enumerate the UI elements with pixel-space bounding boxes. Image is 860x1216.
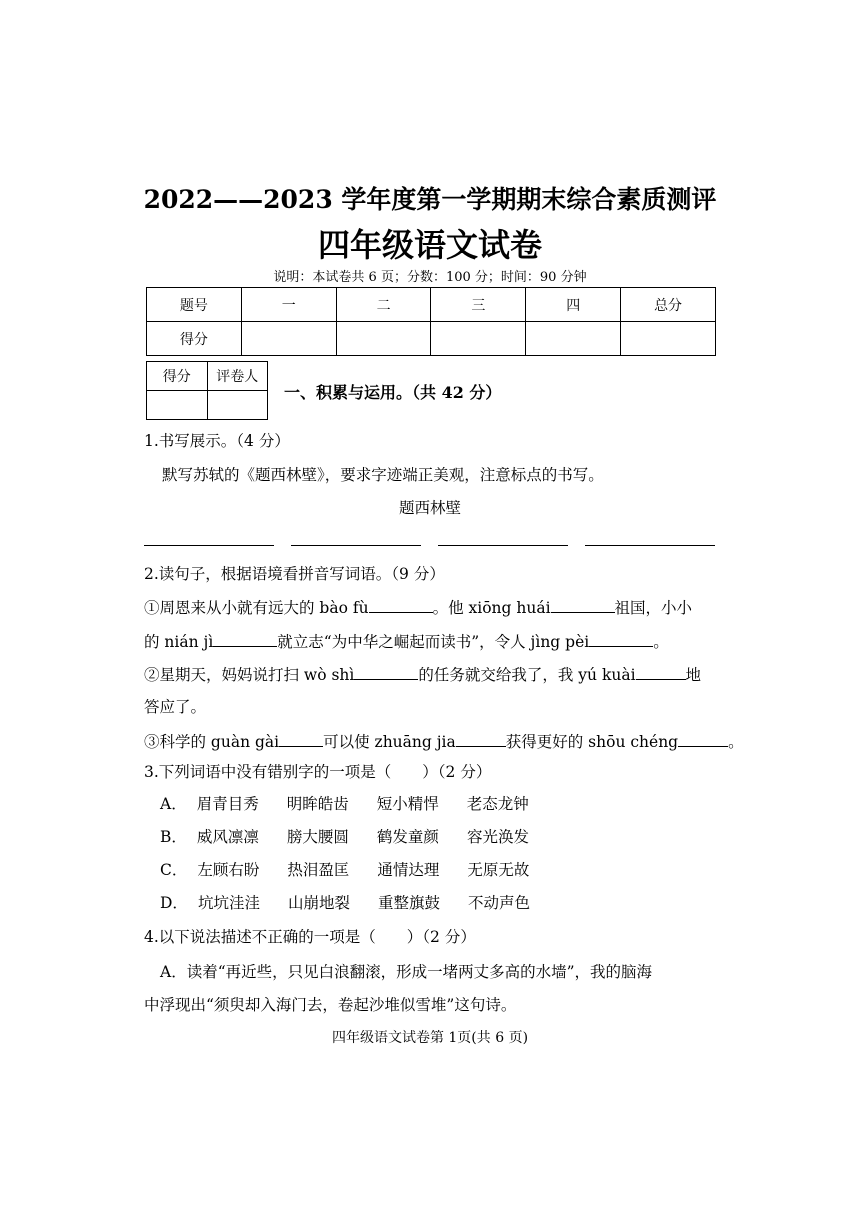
score-cell[interactable] <box>336 322 431 356</box>
answer-blank[interactable] <box>551 597 615 613</box>
option-word: 老态龙钟 <box>466 795 529 813</box>
q2-sentence-2 <box>144 664 701 685</box>
q3-option-b[interactable] <box>160 827 557 847</box>
option-word: 鹤发童颜 <box>376 828 439 846</box>
score-table-score-row <box>147 322 716 356</box>
q1-title: 1.书写展示。（4 分） <box>144 432 290 450</box>
poem-answer-line-4[interactable] <box>585 545 715 546</box>
q2-text: ②星期天，妈妈说打扫 wò shì <box>144 666 355 684</box>
exam-note: 说明：本试卷共 6 页；分数：100 分；时间：90 分钟 <box>273 270 587 285</box>
exam-title: 2022——2023 学年度第一学期期末综合素质测评 <box>143 185 717 214</box>
q4-option-a-line-2: 中浮现出“须臾却入海门去，卷起沙堆似雪堆”这句诗。 <box>144 996 517 1014</box>
q2-sentence-2-cont: 答应了。 <box>144 698 207 716</box>
answer-blank[interactable] <box>354 664 418 680</box>
score-table-header-row <box>147 288 716 322</box>
score-row-label: 得分 <box>147 322 242 356</box>
score-header-cell: 总分 <box>621 288 716 322</box>
grader-score-label: 得分 <box>147 362 208 391</box>
option-label: B． <box>160 828 187 846</box>
score-cell[interactable] <box>526 322 621 356</box>
answer-blank[interactable] <box>636 664 686 680</box>
q3-option-d[interactable] <box>160 893 558 913</box>
poem-title: 题西林壁 <box>398 499 461 517</box>
section-1-title: 一、积累与运用。（共 42 分） <box>284 383 502 402</box>
score-cell[interactable] <box>241 322 336 356</box>
grader-name-cell[interactable] <box>207 391 268 420</box>
answer-blank[interactable] <box>213 631 277 647</box>
answer-blank[interactable] <box>678 731 728 747</box>
q2-sentence-1 <box>144 597 692 618</box>
q3-option-c[interactable] <box>160 860 557 880</box>
q1-instruction: 默写苏轼的《题西林壁》，要求字迹端正美观，注意标点的书写。 <box>162 466 604 484</box>
option-word: 不动声色 <box>467 894 530 912</box>
exam-subtitle: 四年级语文试卷 <box>317 226 542 264</box>
q2-text: 就立志“为中华之崛起而读书”，令人 jìng pèi <box>277 633 590 651</box>
q2-text: 地 <box>685 666 702 684</box>
option-word: 威风凛凛 <box>196 828 259 846</box>
q2-text: 的任务就交给我了，我 yú kuài <box>418 666 636 684</box>
q4-option-a-line-1[interactable]: A．读着“再近些，只见白浪翻滚，形成一堵两丈多高的水墙”，我的脑海 <box>160 963 653 981</box>
q2-text: 。他 xiōng huái <box>432 599 551 617</box>
option-word: 明眸皓齿 <box>286 795 349 813</box>
option-word: 眉青目秀 <box>196 795 259 813</box>
grader-name-label: 评卷人 <box>207 362 268 391</box>
q3-title: 3.下列词语中没有错别字的一项是（ ）（2 分） <box>144 763 492 781</box>
poem-answer-line-1[interactable] <box>144 545 274 546</box>
grader-score-cell[interactable] <box>147 391 208 420</box>
score-header-cell: 二 <box>336 288 431 322</box>
q2-text: 。 <box>653 633 669 651</box>
answer-blank[interactable] <box>369 597 433 613</box>
score-cell[interactable] <box>621 322 716 356</box>
q2-text: ③科学的 guàn gài <box>144 733 280 751</box>
option-word: 坑坑洼洼 <box>197 894 260 912</box>
option-word: 通情达理 <box>377 861 440 879</box>
answer-blank[interactable] <box>279 731 323 747</box>
q2-title: 2.读句子，根据语境看拼音写词语。（9 分） <box>144 565 445 583</box>
q2-text: 获得更好的 shōu chéng <box>505 733 679 751</box>
q2-text: 祖国，小小 <box>614 599 693 617</box>
q2-sentence-1-cont <box>144 631 669 652</box>
score-header-cell: 题号 <box>147 288 242 322</box>
q2-text: 。 <box>728 733 744 751</box>
option-word: 山崩地裂 <box>287 894 350 912</box>
score-cell[interactable] <box>431 322 526 356</box>
option-word: 容光涣发 <box>466 828 529 846</box>
score-header-cell: 四 <box>526 288 621 322</box>
q3-option-a[interactable] <box>160 794 557 814</box>
score-header-cell: 三 <box>431 288 526 322</box>
poem-answer-line-3[interactable] <box>438 545 568 546</box>
score-header-cell: 一 <box>241 288 336 322</box>
option-word: 左顾右盼 <box>197 861 260 879</box>
option-word: 短小精悍 <box>376 795 439 813</box>
answer-blank[interactable] <box>589 631 653 647</box>
q2-text: ①周恩来从小就有远大的 bào fù <box>144 599 369 617</box>
poem-answer-line-2[interactable] <box>291 545 421 546</box>
option-label: D． <box>160 894 188 912</box>
option-word: 膀大腰圆 <box>286 828 349 846</box>
option-label: C． <box>160 861 188 879</box>
page-footer: 四年级语文试卷第 1页(共 6 页) <box>331 1030 529 1046</box>
q2-text: 可以使 zhuāng jia <box>323 733 456 751</box>
option-word: 热泪盈匡 <box>287 861 350 879</box>
q4-title: 4.以下说法描述不正确的一项是（ ）（2 分） <box>144 928 476 946</box>
option-word: 重整旗鼓 <box>377 894 440 912</box>
option-label: A． <box>160 795 187 813</box>
q2-text: 的 nián jì <box>144 633 214 651</box>
score-table <box>146 287 716 356</box>
q2-sentence-3 <box>144 731 744 752</box>
answer-blank[interactable] <box>456 731 506 747</box>
grader-table <box>146 361 268 420</box>
option-word: 无原无故 <box>467 861 530 879</box>
